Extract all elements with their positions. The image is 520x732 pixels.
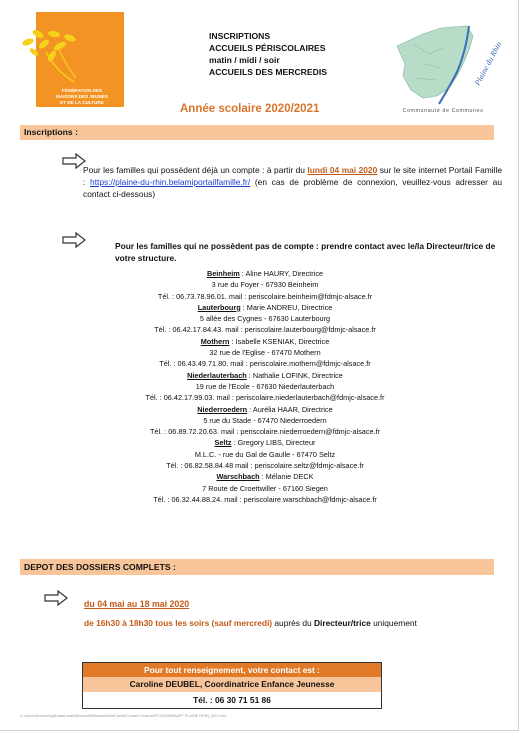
document-title	[209, 30, 327, 78]
org-line: FÉDÉRATION DES	[61, 88, 103, 93]
contact-city: Mothern	[200, 336, 230, 346]
contact-box	[82, 662, 382, 709]
contact-block	[90, 302, 440, 336]
contact-city: Lauterbourg	[197, 302, 241, 312]
title-line: matin / midi / soir	[209, 55, 280, 65]
contact-address: 3 rue du Foyer - 67930 Beinheim	[211, 280, 319, 290]
contact-city: Seltz	[214, 438, 232, 448]
paragraph-no-account	[83, 240, 502, 264]
portail-famille-link[interactable]: https://plaine-du-rhin.belamiportailfamille.fr/	[90, 177, 251, 187]
contact-phone-mail: Tél. : 06.32.44.88.24. mail : periscolaire.warschbach@fdmjc-alsace.fr	[153, 494, 377, 504]
org-line: ET DE LA CULTURE	[60, 100, 104, 105]
contact-phone-mail: Tél. : 06.89.72.20.63. mail : periscolaire.niederroedern@fdmjc-alsace.fr	[149, 427, 381, 437]
contact-phone-mail: Tél. : 06.42.17.84.43. mail : periscolaire.lauterbourg@fdmjc-alsace.fr	[154, 325, 376, 335]
section-heading-inscriptions: Inscriptions :	[20, 125, 494, 140]
contact-person: : Aline HAURY, Directrice	[239, 269, 324, 278]
depot-dates: du 04 mai au 18 mai 2020	[84, 599, 190, 609]
para2-text	[83, 240, 502, 264]
para2-body: Pour les familles qui ne possèdent pas de compte : prendre contact avec le/la Directeur/trice de votre structure.	[115, 241, 496, 263]
contact-city: Beinheim	[206, 269, 240, 278]
school-year-title: Année scolaire 2020/2021	[180, 103, 320, 115]
structure-contacts	[90, 268, 440, 505]
contact-address: 19 rue de l'Ecole - 67630 Niederlauterbach	[195, 381, 335, 391]
title-line: ACCUEILS DES MERCREDIS	[209, 67, 327, 77]
contact-address: 5 rue du Stade - 67470 Niederroedern	[203, 415, 327, 425]
plaine-du-rhin-logo	[383, 24, 501, 120]
plaine-du-rhin-map-icon	[383, 24, 501, 108]
contact-person: : Isabelle KSENIAK, Directrice	[229, 336, 330, 346]
contact-block	[90, 370, 440, 404]
contact-block	[90, 404, 440, 438]
contact-person: : Gregory LIBS, Directeur	[231, 438, 316, 448]
arrow-right-icon	[44, 590, 68, 606]
logo-caption: Communauté de Communes	[402, 108, 484, 114]
section-heading-depot: DEPOT DES DOSSIERS COMPLETS :	[20, 559, 494, 575]
contact-address: 32 rue de l'Eglise - 67470 Mothern	[209, 348, 321, 358]
contact-box-phone: Tél. : 06 30 71 51 86	[83, 692, 381, 708]
fdmjc-logo-text	[42, 88, 122, 112]
depot-hours	[84, 617, 464, 629]
contact-phone-mail: Tél. : 06.82.58.84.48 mail : periscolaire.seltz@fdmjc-alsace.fr	[166, 461, 364, 471]
contact-city: Warschbach	[216, 472, 260, 482]
title-line: ACCUEILS PÉRISCOLAIRES	[209, 43, 326, 53]
fdmjc-logo	[14, 12, 124, 122]
contact-block	[90, 336, 440, 370]
para1-text: (en cas de problème de connexion, veuillez-vous adresser au contact ci-dessous)	[83, 177, 502, 199]
para1-text: Pour les familles qui possèdent déjà un compte : à partir du	[83, 165, 308, 175]
org-line: D'ALSACE	[70, 106, 94, 111]
contact-address: 5 allée des Cygnes - 67630 Lauterbourg	[199, 314, 331, 324]
contact-city: Niederlauterbach	[187, 370, 247, 380]
depot-hours-text: uniquement	[370, 618, 417, 628]
depot-hours-schedule: de 16h30 à 18h30 tous les soirs (sauf mercredi)	[84, 618, 273, 628]
contact-address: M.L.C. - rue du Gal de Gaulle - 67470 Seltz	[194, 449, 336, 459]
para1-date: lundi 04 mai 2020	[307, 165, 378, 175]
logo-name: Plaine du Rhin	[472, 40, 501, 87]
contact-phone-mail: Tél. : 06.43.49.71.80. mail : periscolaire.mothern@fdmjc-alsace.fr	[159, 359, 371, 369]
depot-hours-text: auprès du	[272, 618, 314, 628]
contact-person: : Aurélia HAAR, Directrice	[247, 404, 333, 414]
depot-hours-director: Directeur/trice	[313, 618, 371, 628]
contact-city: Niederroedern	[197, 404, 248, 414]
para1-text: sur le site internet Portail Famille :	[83, 165, 502, 187]
org-line: MAISONS DES JEUNES	[56, 94, 108, 99]
contact-person: : Mélanie DECK	[259, 472, 314, 482]
paragraph-existing-account	[83, 164, 502, 200]
contact-box-person: Caroline DEUBEL, Coordinatrice Enfance Jeunesse	[83, 677, 381, 692]
contact-block	[90, 471, 440, 505]
contact-phone-mail: Tél. : 06.42.17.99.03. mail : periscolaire.niederlauterbach@fdmjc-alsace.fr	[145, 393, 385, 403]
contact-block	[90, 437, 440, 471]
contact-address: 7 Route de Croettwiller - 67160 Siegen	[202, 483, 328, 493]
contact-person: : Nathalie LOFINK, Directrice	[246, 370, 343, 380]
title-line: INSCRIPTIONS	[209, 31, 271, 41]
contact-block	[90, 268, 440, 302]
contact-phone-mail: Tél. : 06.73.78.96.01. mail : periscolaire.beinheim@fdmjc-alsace.fr	[157, 291, 373, 301]
contact-person: : Marie ANDREU, Directrice	[240, 302, 333, 312]
contact-box-heading: Pour tout renseignement, votre contact est :	[83, 663, 381, 677]
file-path-footer: C:\Users\AnneA\AppData\Local\Microsoft\Windows\INetCache\Content.Outlook\PC22LWDM\AFF PLAINE RHIN_2021.doc	[20, 714, 227, 718]
